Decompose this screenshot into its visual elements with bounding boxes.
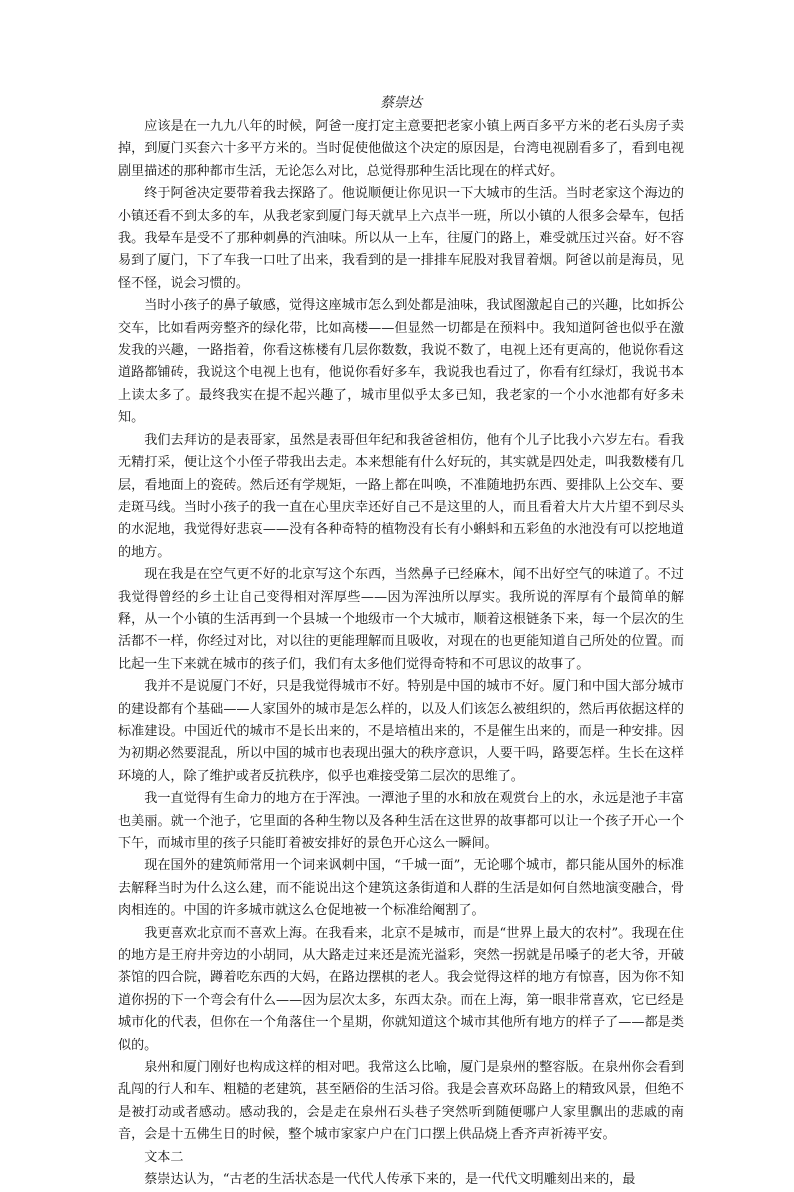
paragraph-4: 我们去拜访的是表哥家，虽然是表哥但年纪和我爸爸相仿，他有个儿子比我小六岁左右。看我无精打采，便让这个小侄子带我出去走。本来想能有什么好玩的，其实就是四处走，叫我数楼有几层，看地面上的瓷砖。然后还有学规矩，一路上都在叫唤，不准随地扔东西、要排队上公交车、要走斑马线。当时小孩子的我一直在心里庆幸还好自己不是这里的人，而且看着大片大片望不到尽头的水泥地，我觉得好悲哀——没有各种奇特的植物没有长有小蝌蚪和五彩鱼的水池没有可以挖地道的地方。	[118, 432, 684, 560]
document-body	[118, 92, 684, 1192]
paragraph-10: 泉州和厦门刚好也构成这样的相对吧。我常这么比喻，厦门是泉州的整容版。在泉州你会看到乱闯的行人和车、粗糙的老建筑，甚至陋俗的生活习俗。我是会喜欢环岛路上的精致风景，但绝不是被打动或者感动。感动我的，会是走在泉州石头巷子突然听到随便哪户人家里飘出的悲戚的南音，会是十五佛生日的时候，整个城市家家户户在门口摆上供品烧上香齐声祈祷平安。	[118, 1060, 684, 1143]
paragraph-5: 现在我是在空气更不好的北京写这个东西，当然鼻子已经麻木，闻不出好空气的味道了。不过我觉得曾经的乡土让自己变得相对浑厚些——因为浑浊所以厚实。我所说的浑厚有个最简单的解释，从一个小镇的生活再到一个县城一个地级市一个大城市，顺着这根链条下来，每一个层次的生活都不一样，你经过对比，对以往的更能理解而且吸收，对现在的也更能知道自己所处的位置。而比起一生下来就在城市的孩子们，我们有太多他们觉得奇特和不可思议的故事了。	[118, 567, 684, 672]
author-title: 蔡崇达	[380, 95, 422, 111]
paragraph-6: 我并不是说厦门不好，只是我觉得城市不好。特别是中国的城市不好。厦门和中国大部分城市的建设都有个基础——人家国外的城市是怎么样的，以及人们该怎么被组织的，然后再依据这样的标准建设。中国近代的城市不是长出来的，不是培植出来的，不是催生出来的，而是一种安排。因为初期必然要混乱，所以中国的城市也表现出强大的秩序意识，人要干吗，路要怎样。生长在这样环境的人，除了维护或者反抗秩序，似乎也难接受第二层次的思维了。	[118, 679, 684, 784]
paragraph-9: 我更喜欢北京而不喜欢上海。在我看来，北京不是城市，而是“世界上最大的农村”。我现在住的地方是王府井旁边的小胡同，从大路走过来还是流光溢彩，突然一拐就是吊嗓子的老大爷，开破茶馆的四合院，蹲着吃东西的大妈，在路边摆棋的老人。我会觉得这样的地方有惊喜，因为你不知道你拐的下一个弯会有什么——因为层次太多，东西太杂。而在上海，第一眼非常喜欢，它已经是城市化的代表，但你在一个角落住一个星期，你就知道这个城市其他所有地方的样子了——都是类似的。	[118, 925, 684, 1053]
paragraph-8: 现在国外的建筑师常用一个词来讽刺中国，“千城一面”，无论哪个城市，都只能从国外的标准去解释当时为什么这么建，而不能说出这个建筑这条街道和人群的生活是如何自然地演变融合，骨肉相连的。中国的许多城市就这么仓促地被一个标准给阉割了。	[118, 858, 684, 919]
paragraph-3: 当时小孩子的鼻子敏感，觉得这座城市怎么到处都是油味，我试图激起自己的兴趣，比如拆公交车，比如看两旁整齐的绿化带，比如高楼——但显然一切都是在预料中。我知道阿爸也似乎在激发我的兴趣，一路指着，你看这栋楼有几层你数数，我说不数了，电视上还有更高的，他说你看这道路都铺砖，我说这个电视上也有，他说你看好多车，我说我也看过了，你看有红绿灯，我说书本上读太多了。最终我实在提不起兴趣了，城市里似乎太多已知，我老家的一个小水池都有好多未知。	[118, 298, 684, 426]
section-label: 文本二	[144, 1149, 184, 1165]
final-line: 蔡崇达认为，“古老的生活状态是一代代人传承下来的，是一代代文明雕刻出来的，最	[144, 1172, 636, 1188]
paragraph-2: 终于阿爸决定要带着我去探路了。他说顺便让你见识一下大城市的生活。当时老家这个海边的小镇还看不到太多的车，从我老家到厦门每天就早上六点半一班，所以小镇的人很多会晕车，包括我。我晕车是受不了那种刺鼻的汽油味。所以从一上车，往厦门的路上，难受就压过兴奋。好不容易到了厦门，下了车我一口吐了出来，我看到的是一排排车屁股对我冒着烟。阿爸以前是海员，见怪不怪，说会习惯的。	[118, 186, 684, 291]
paragraph-7: 我一直觉得有生命力的地方在于浑浊。一潭池子里的水和放在观赏台上的水，永远是池子丰富也美丽。就一个池子，它里面的各种生物以及各种生活在这世界的故事都可以让一个孩子开心一个下午，而城市里的孩子只能盯着被安排好的景色开心这么一瞬间。	[118, 791, 684, 851]
paragraph-1: 应该是在一九九八年的时候，阿爸一度打定主意要把老家小镇上两百多平方米的老石头房子卖掉，到厦门买套六十多平方米的。当时促使他做这个决定的原因是，台湾电视剧看多了，看到电视剧里描述的那种都市生活，无论怎么对比，总觉得那种生活比现在的样式好。	[118, 119, 684, 179]
